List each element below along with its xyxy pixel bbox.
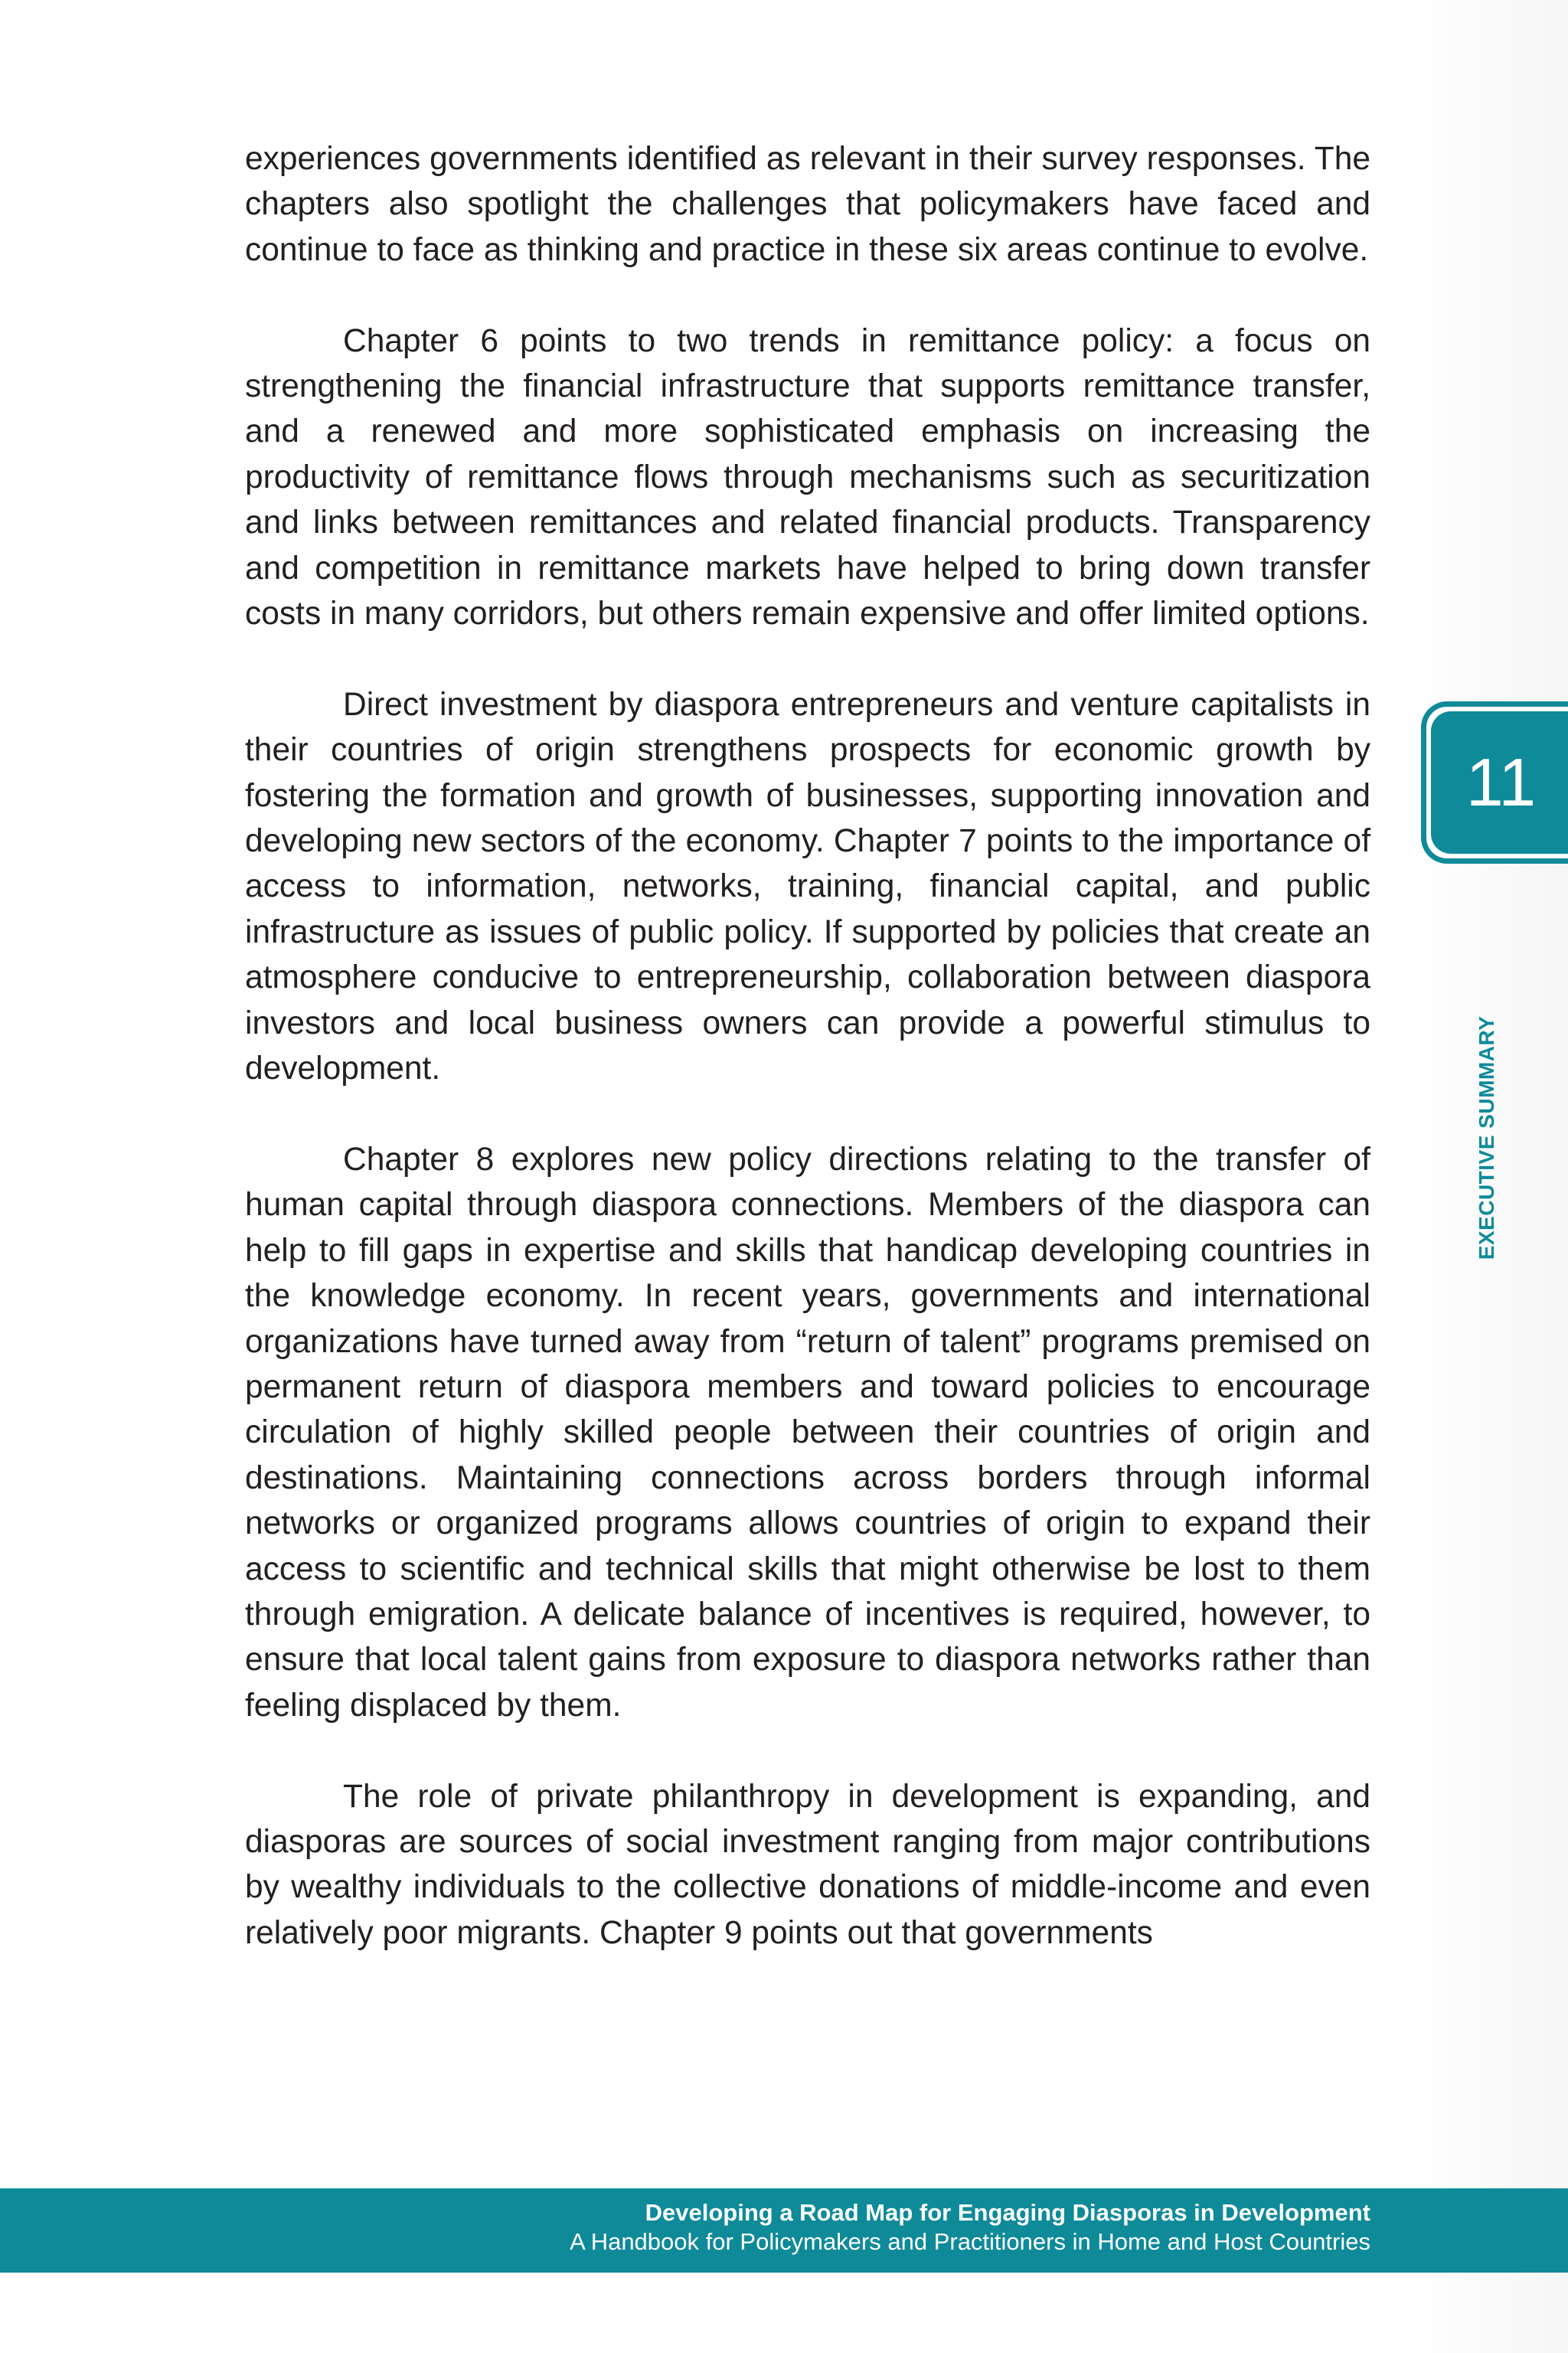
paragraph-chapter-6: Chapter 6 points to two trends in remittance policy: a focus on strengthening the financial infrastructure that supports remittance transfer, and a renewed and more sophisticated emphasis on increasing the productivity of remittance flows through mechanisms such as securitization and links between remittances and related financial products. Transparency and competition in remittance markets have helped to bring down transfer costs in many corridors, but others remain expensive and offer limited options. bbox=[245, 322, 1370, 632]
page-number-tab-fill bbox=[1431, 711, 1568, 854]
paragraph-chapter-9: The role of private philanthropy in development is expanding, and diasporas are sources of social investment ranging from major contributions by wealthy individuals to the collective donations of middle-income and even relatively poor migrants. Chapter 9 points out that governments bbox=[245, 1778, 1370, 1951]
page-number: 11 bbox=[1465, 744, 1537, 820]
footer-subtitle: A Handbook for Policymakers and Practitioners in Home and Host Countries bbox=[570, 2228, 1370, 2255]
paragraph-continuation: experiences governments identified as relevant in their survey responses. The chapters also spotlight the challenges that policymakers have faced and continue to face as thinking and practice in these six areas continue to evolve. bbox=[245, 141, 1370, 268]
paragraph-chapter-7: Direct investment by diaspora entrepreneurs and venture capitalists in their countries of origin strengthens prospects for economic growth by fostering the formation and growth of businesses, supporting innovation and developing new sectors of the economy. Chapter 7 points to the importance of access to information, networks, training, financial capital, and public infrastructure as issues of public policy. If supported by policies that create an atmosphere conducive to entrepreneurship, collaboration between diaspora investors and local business owners can provide a powerful stimulus to development. bbox=[245, 686, 1370, 1087]
footer-title: Developing a Road Map for Engaging Diasporas in Development bbox=[645, 2199, 1370, 2226]
page-number-tab bbox=[1421, 701, 1568, 864]
section-label: EXECUTIVE SUMMARY bbox=[1475, 1015, 1498, 1260]
body-text bbox=[245, 136, 1370, 1956]
paragraph-chapter-8: Chapter 8 explores new policy directions relating to the transfer of human capital through diaspora connections. Members of the diaspora can help to fill gaps in expertise and skills that handicap developing countries in the knowledge economy. In recent years, governments and international organizations have turned away from “return of talent” programs premised on permanent return of diaspora members and toward policies to encourage circulation of highly skilled people between their countries of origin and destinations. Maintaining connections across borders through informal networks or organized programs allows countries of origin to expand their access to scientific and technical skills that might otherwise be lost to them through emigration. A delicate balance of incentives is required, however, to ensure that local talent gains from exposure to diaspora networks rather than feeling displaced by them. bbox=[245, 1141, 1370, 1724]
